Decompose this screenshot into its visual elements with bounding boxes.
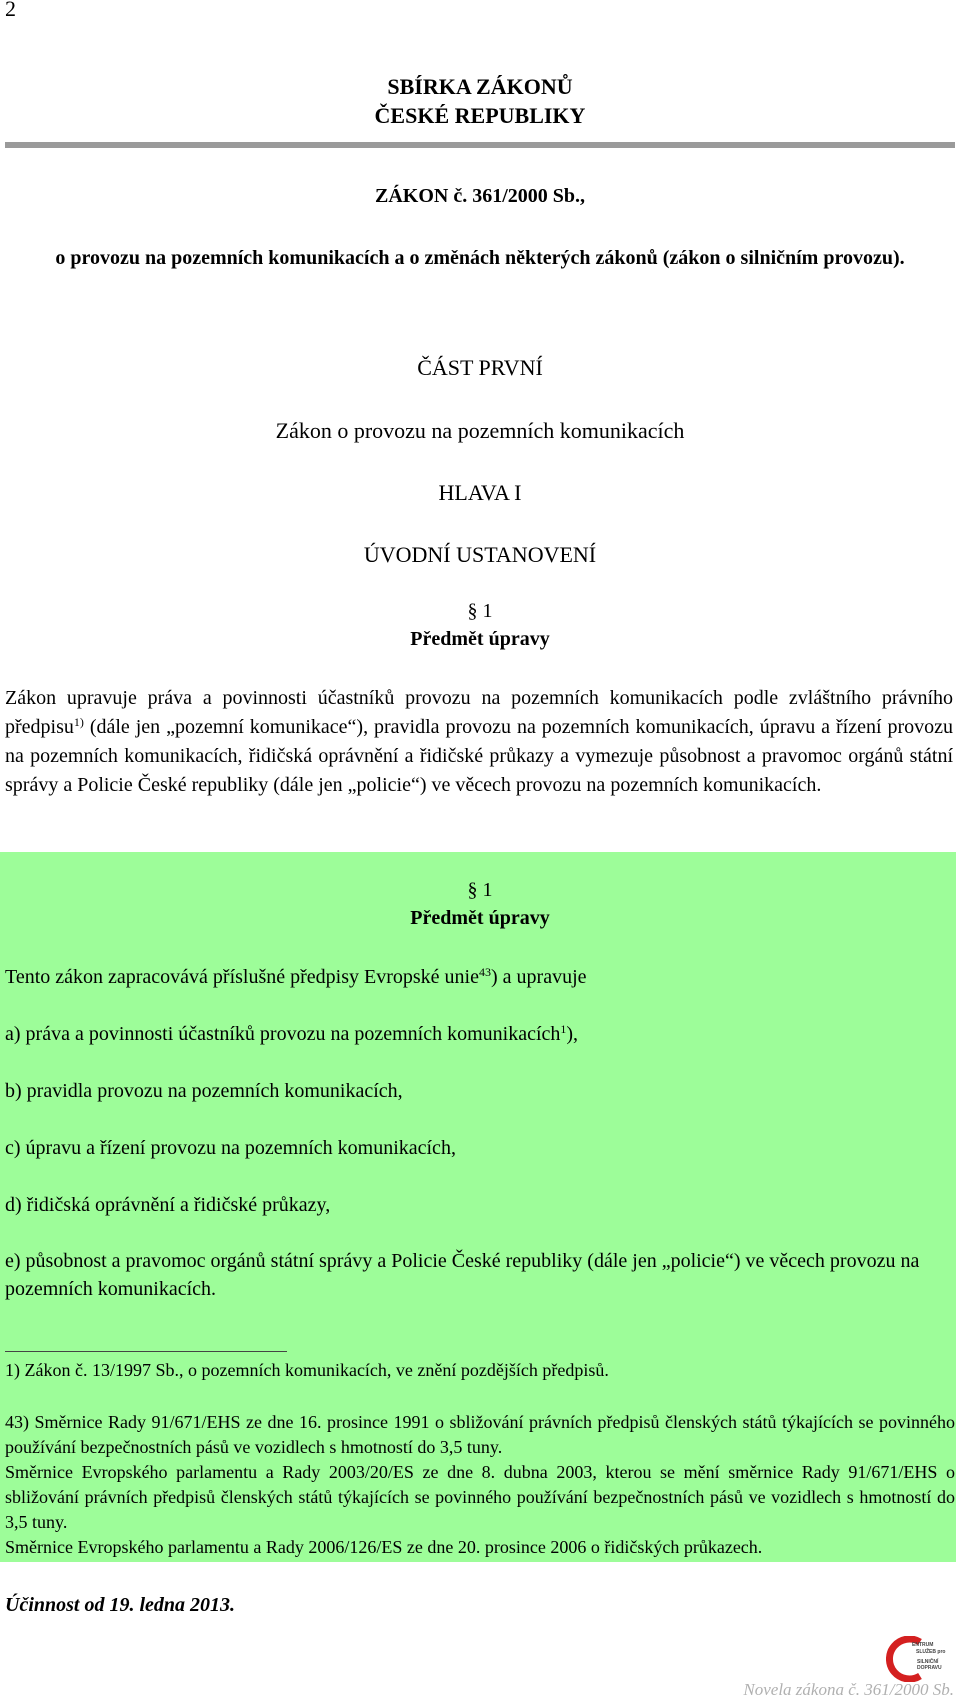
part-label: ČÁST PRVNÍ [417, 355, 543, 380]
new-section-number: § 1 [467, 879, 493, 901]
collection-heading [0, 72, 960, 130]
list-item-a [5, 1020, 953, 1048]
head-name: ÚVODNÍ USTANOVENÍ [363, 542, 597, 567]
logo-text-2: SLUŽEB pro [916, 1649, 946, 1655]
logo-text-1: ENTRUM [912, 1642, 934, 1648]
footnote-ref-1: 1) [73, 715, 84, 729]
header-rule [5, 142, 955, 148]
item-a-tail: ), [566, 1023, 579, 1045]
footnote-ref-43: 43 [479, 965, 491, 979]
footnote-43 [5, 1410, 955, 1560]
page-number: 2 [5, 0, 16, 21]
list-item-b: b) pravidla provozu na pozemních komunikacích, [5, 1080, 403, 1102]
old-text-part-b: (dále jen „pozemní komunikace“), pravidla provozu na pozemních komunikacích, úpravu a řízení provozu na pozemních komunikacích, řidičská oprávnění a řidičské průkazy a vymezuje působnost a pravomoc orgánů státní správy a Policie České republiky (dále jen „policie“) ve věcech provozu na pozemních komunikacích. [5, 716, 953, 796]
old-section-title: Předmět úpravy [410, 628, 550, 650]
law-subtitle: o provozu na pozemních komunikacích a o změnách některých zákonů (zákon o silničním provozu). [55, 247, 905, 269]
footnote-43-line3: Směrnice Evropského parlamentu a Rady 2006/126/ES ze dne 20. prosince 2006 o řidičských průkazech. [5, 1537, 763, 1557]
new-section-intro [5, 963, 953, 991]
footnote-1: 1) Zákon č. 13/1997 Sb., o pozemních komunikacích, ve znění pozdějších předpisů. [5, 1360, 609, 1380]
collection-line2: ČESKÉ REPUBLIKY [374, 103, 586, 128]
list-item-d: d) řidičská oprávnění a řidičské průkazy, [5, 1194, 331, 1216]
footnote-43-line2: Směrnice Evropského parlamentu a Rady 2003/20/ES ze dne 8. dubna 2003, kterou se mění směrnice Rady 91/671/EHS o sbližování právních předpisů členských států týkajících se povinného používání bezpečnostních pásů ve vozidlech s hmotností do 3,5 tuny. [5, 1462, 955, 1532]
law-title: ZÁKON č. 361/2000 Sb., [374, 185, 586, 207]
logo-text-3: SILNIČNÍ [917, 1659, 939, 1665]
footnote-rule [5, 1351, 287, 1352]
footnote-ref-1b: 1 [560, 1022, 567, 1036]
page-footer: Novela zákona č. 361/2000 Sb. [743, 1680, 954, 1699]
csad-logo [886, 1636, 960, 1682]
old-section-text [5, 684, 953, 800]
collection-line1: SBÍRKA ZÁKONŮ [387, 74, 573, 99]
intro-text-b: ) a upravuje [491, 966, 587, 988]
new-section-title: Předmět úpravy [410, 907, 550, 929]
footnote-43-line1: 43) Směrnice Rady 91/671/EHS ze dne 16. prosince 1991 o sbližování právních předpisů členských států týkajících se povinného používání bezpečnostních pásů ve vozidlech s hmotností do 3,5 tuny. [5, 1412, 955, 1457]
effective-date: Účinnost od 19. ledna 2013. [5, 1594, 236, 1616]
head-label: HLAVA I [438, 480, 522, 505]
part-name: Zákon o provozu na pozemních komunikacích [275, 418, 685, 443]
logo-text-4: DOPRAVU [917, 1665, 942, 1671]
list-item-c: c) úpravu a řízení provozu na pozemních komunikacích, [5, 1137, 456, 1159]
old-text-part-a: Zákon upravuje práva a povinnosti účastníků provozu na pozemních komunikacích podle zvláštního právního předpisu [5, 687, 953, 738]
item-a-text: a) práva a povinnosti účastníků provozu na pozemních komunikacích [5, 1023, 561, 1045]
old-section-number: § 1 [467, 600, 493, 622]
intro-text-a: Tento zákon zapracovává příslušné předpisy Evropské unie [5, 966, 479, 988]
list-item-e: e) působnost a pravomoc orgánů státní správy a Policie České republiky (dále jen „policie“) ve věcech provozu na pozemních komunikacích. [5, 1250, 920, 1300]
